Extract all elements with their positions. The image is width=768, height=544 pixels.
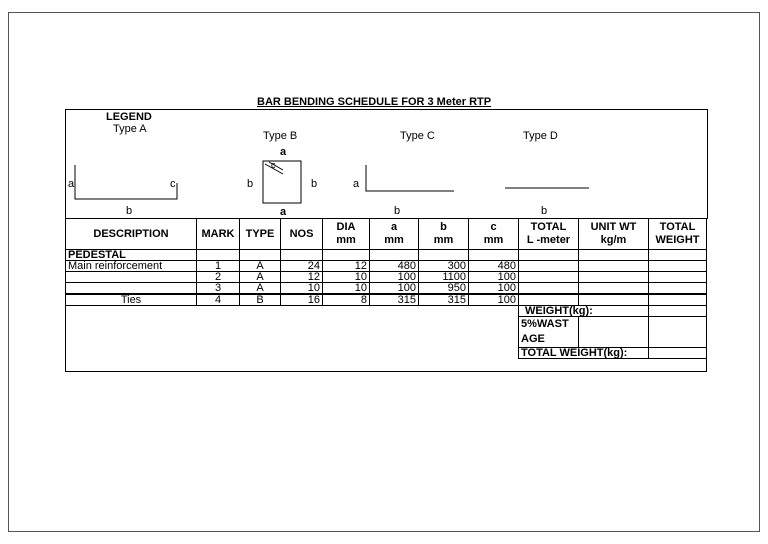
type-c-label: Type C <box>400 130 435 142</box>
row-mark: 1 <box>197 261 240 272</box>
weight-label: WEIGHT(kg): <box>519 306 649 317</box>
type-d-shape <box>503 183 593 193</box>
frame-left <box>65 109 66 219</box>
row-type: A <box>240 261 281 272</box>
type-a-shape <box>69 163 184 203</box>
type-d-label: Type D <box>523 130 558 142</box>
type-c-dim-a: a <box>353 178 360 190</box>
wastage-label: 5%WAST AGE <box>519 317 579 348</box>
section-label: PEDESTAL <box>66 250 197 261</box>
type-b-shape <box>259 158 309 208</box>
row-b: 950 <box>419 283 469 295</box>
row-a: 480 <box>370 261 419 272</box>
schedule-title: BAR BENDING SCHEDULE FOR 3 Meter RTP <box>257 96 492 108</box>
row-description: Main reinforcement <box>66 261 197 272</box>
col-c: c mm <box>469 219 519 250</box>
row-a: 315 <box>370 294 419 306</box>
row-dia: 10 <box>323 283 370 295</box>
type-a-dim-c: c <box>170 178 176 190</box>
type-b-dim-bottom: a <box>280 206 287 218</box>
col-total-length: TOTAL L -meter <box>519 219 579 250</box>
col-mark: MARK <box>197 219 240 250</box>
bar-bending-table <box>65 218 707 372</box>
row-c: 100 <box>469 272 519 283</box>
col-nos: NOS <box>281 219 323 250</box>
row-b: 300 <box>419 261 469 272</box>
type-c-shape <box>364 163 459 203</box>
type-a-dim-a: a <box>68 178 75 190</box>
col-description: DESCRIPTION <box>66 219 197 250</box>
col-type: TYPE <box>240 219 281 250</box>
row-nos: 12 <box>281 272 323 283</box>
type-b-dim-right: b <box>311 178 318 190</box>
row-dia: 12 <box>323 261 370 272</box>
table-row <box>66 294 707 306</box>
type-d-dim-b: b <box>541 205 548 217</box>
row-dia: 10 <box>323 272 370 283</box>
type-b-dim-top: a <box>280 146 287 158</box>
row-type: A <box>240 272 281 283</box>
row-a: 100 <box>370 283 419 295</box>
row-nos: 10 <box>281 283 323 295</box>
header-row <box>66 219 707 250</box>
col-a: a mm <box>370 219 419 250</box>
row-c: 100 <box>469 294 519 306</box>
type-a-label: Type A <box>113 123 147 135</box>
row-description: Ties <box>66 294 197 306</box>
table-row <box>66 261 707 272</box>
row-c: 480 <box>469 261 519 272</box>
table-row <box>66 272 707 283</box>
row-mark: 3 <box>197 283 240 295</box>
row-description <box>66 283 197 295</box>
row-nos: 24 <box>281 261 323 272</box>
row-mark: 2 <box>197 272 240 283</box>
type-b-dim-left: b <box>247 178 254 190</box>
type-b-label: Type B <box>263 130 298 142</box>
row-dia: 8 <box>323 294 370 306</box>
row-type: B <box>240 294 281 306</box>
row-c: 100 <box>469 283 519 295</box>
summary-row-total <box>66 348 707 359</box>
type-b-hook-c: c <box>271 160 276 170</box>
row-b: 1100 <box>419 272 469 283</box>
row-a: 100 <box>370 272 419 283</box>
total-weight-label: TOTAL WEIGHT(kg): <box>519 348 649 359</box>
type-a-dim-b: b <box>126 205 133 217</box>
table-footer-row <box>66 359 707 372</box>
row-nos: 16 <box>281 294 323 306</box>
row-type: A <box>240 283 281 295</box>
col-total-weight: TOTAL WEIGHT <box>649 219 707 250</box>
row-b: 315 <box>419 294 469 306</box>
type-c-dim-b: b <box>394 205 401 217</box>
frame-top <box>65 109 707 110</box>
col-unit-weight: UNIT WT kg/m <box>579 219 649 250</box>
section-row <box>66 250 707 261</box>
col-b: b mm <box>419 219 469 250</box>
table-row <box>66 283 707 295</box>
legend-heading: LEGEND <box>106 111 152 123</box>
summary-row-wastage <box>66 317 707 348</box>
sheet <box>8 12 760 532</box>
col-dia: DIA mm <box>323 219 370 250</box>
row-mark: 4 <box>197 294 240 306</box>
summary-row-weight <box>66 306 707 317</box>
row-description <box>66 272 197 283</box>
frame-right <box>707 109 708 219</box>
